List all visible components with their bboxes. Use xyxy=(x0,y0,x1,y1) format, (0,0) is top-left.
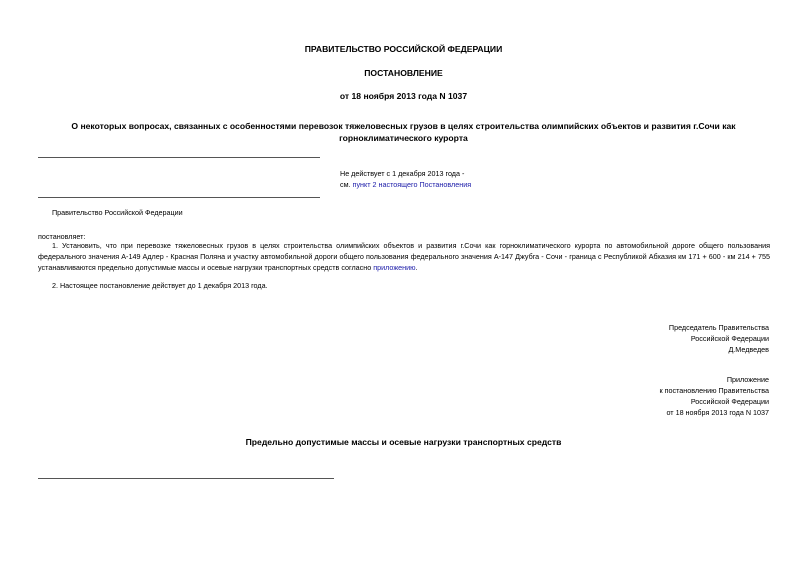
separator-line xyxy=(38,157,320,158)
signature-position: Председатель Правительства xyxy=(668,323,769,332)
signature-block xyxy=(669,322,769,355)
status-note-reference xyxy=(340,179,471,190)
resolves-label: постановляет: xyxy=(38,232,86,241)
clause-2-link[interactable]: пункт 2 настоящего Постановления xyxy=(352,180,472,189)
paragraph-1-line: федерального значения А-149 Адлер - Красная Поляна и участку автомобильной дороги общего пользования федерального значения А-147 Джубга - Сочи - граница с Республикой Абхазия км 171 + 600 - км 214 + 755 xyxy=(38,252,770,261)
separator-line xyxy=(38,197,320,198)
appendix-label: Приложение xyxy=(726,375,769,384)
appendix-ref-line: Российской Федерации xyxy=(690,397,769,406)
appendix-ref-line: к постановлению Правительства xyxy=(659,386,769,395)
document-type: ПОСТАНОВЛЕНИЕ xyxy=(364,68,443,78)
status-note-prefix: см. xyxy=(340,180,351,189)
paragraph-1 xyxy=(38,240,770,273)
signature-name: Д.Медведев xyxy=(728,345,769,354)
paragraph-1-text: устанавливаются предельно допустимые массы и осевые нагрузки транспортных средств согласно xyxy=(38,263,372,272)
document-date-number: от 18 ноября 2013 года N 1037 xyxy=(339,91,468,101)
paragraph-1-line: 1. Установить, что при перевозке тяжеловесных грузов в целях строительства олимпийских объектов и развития г.Сочи как горноклиматического курорта по автомобильной дороге общего пользования xyxy=(52,241,770,250)
government-intro: Правительство Российской Федерации xyxy=(52,208,183,217)
appendix-link[interactable]: приложению xyxy=(373,263,416,272)
government-heading: ПРАВИТЕЛЬСТВО РОССИЙСКОЙ ФЕДЕРАЦИИ xyxy=(304,44,503,54)
status-note xyxy=(340,168,471,190)
separator-line xyxy=(38,478,334,479)
paragraph-1-line xyxy=(38,262,770,273)
status-note-line: Не действует с 1 декабря 2013 года - xyxy=(340,169,465,178)
appendix-ref-date: от 18 ноября 2013 года N 1037 xyxy=(666,408,769,417)
appendix-reference xyxy=(659,374,769,418)
appendix-title: Предельно допустимые массы и осевые нагрузки транспортных средств xyxy=(245,437,562,447)
signature-country: Российской Федерации xyxy=(690,334,769,343)
document-title-line-1: О некоторых вопросах, связанных с особенностями перевозок тяжеловесных грузов в целях строительства олимпийских объектов и развития г.Сочи как xyxy=(71,121,736,131)
document-title-line-2: горноклиматического курорта xyxy=(339,133,468,143)
paragraph-1-period: . xyxy=(415,263,418,272)
paragraph-2: 2. Настоящее постановление действует до 1 декабря 2013 года. xyxy=(52,281,268,290)
